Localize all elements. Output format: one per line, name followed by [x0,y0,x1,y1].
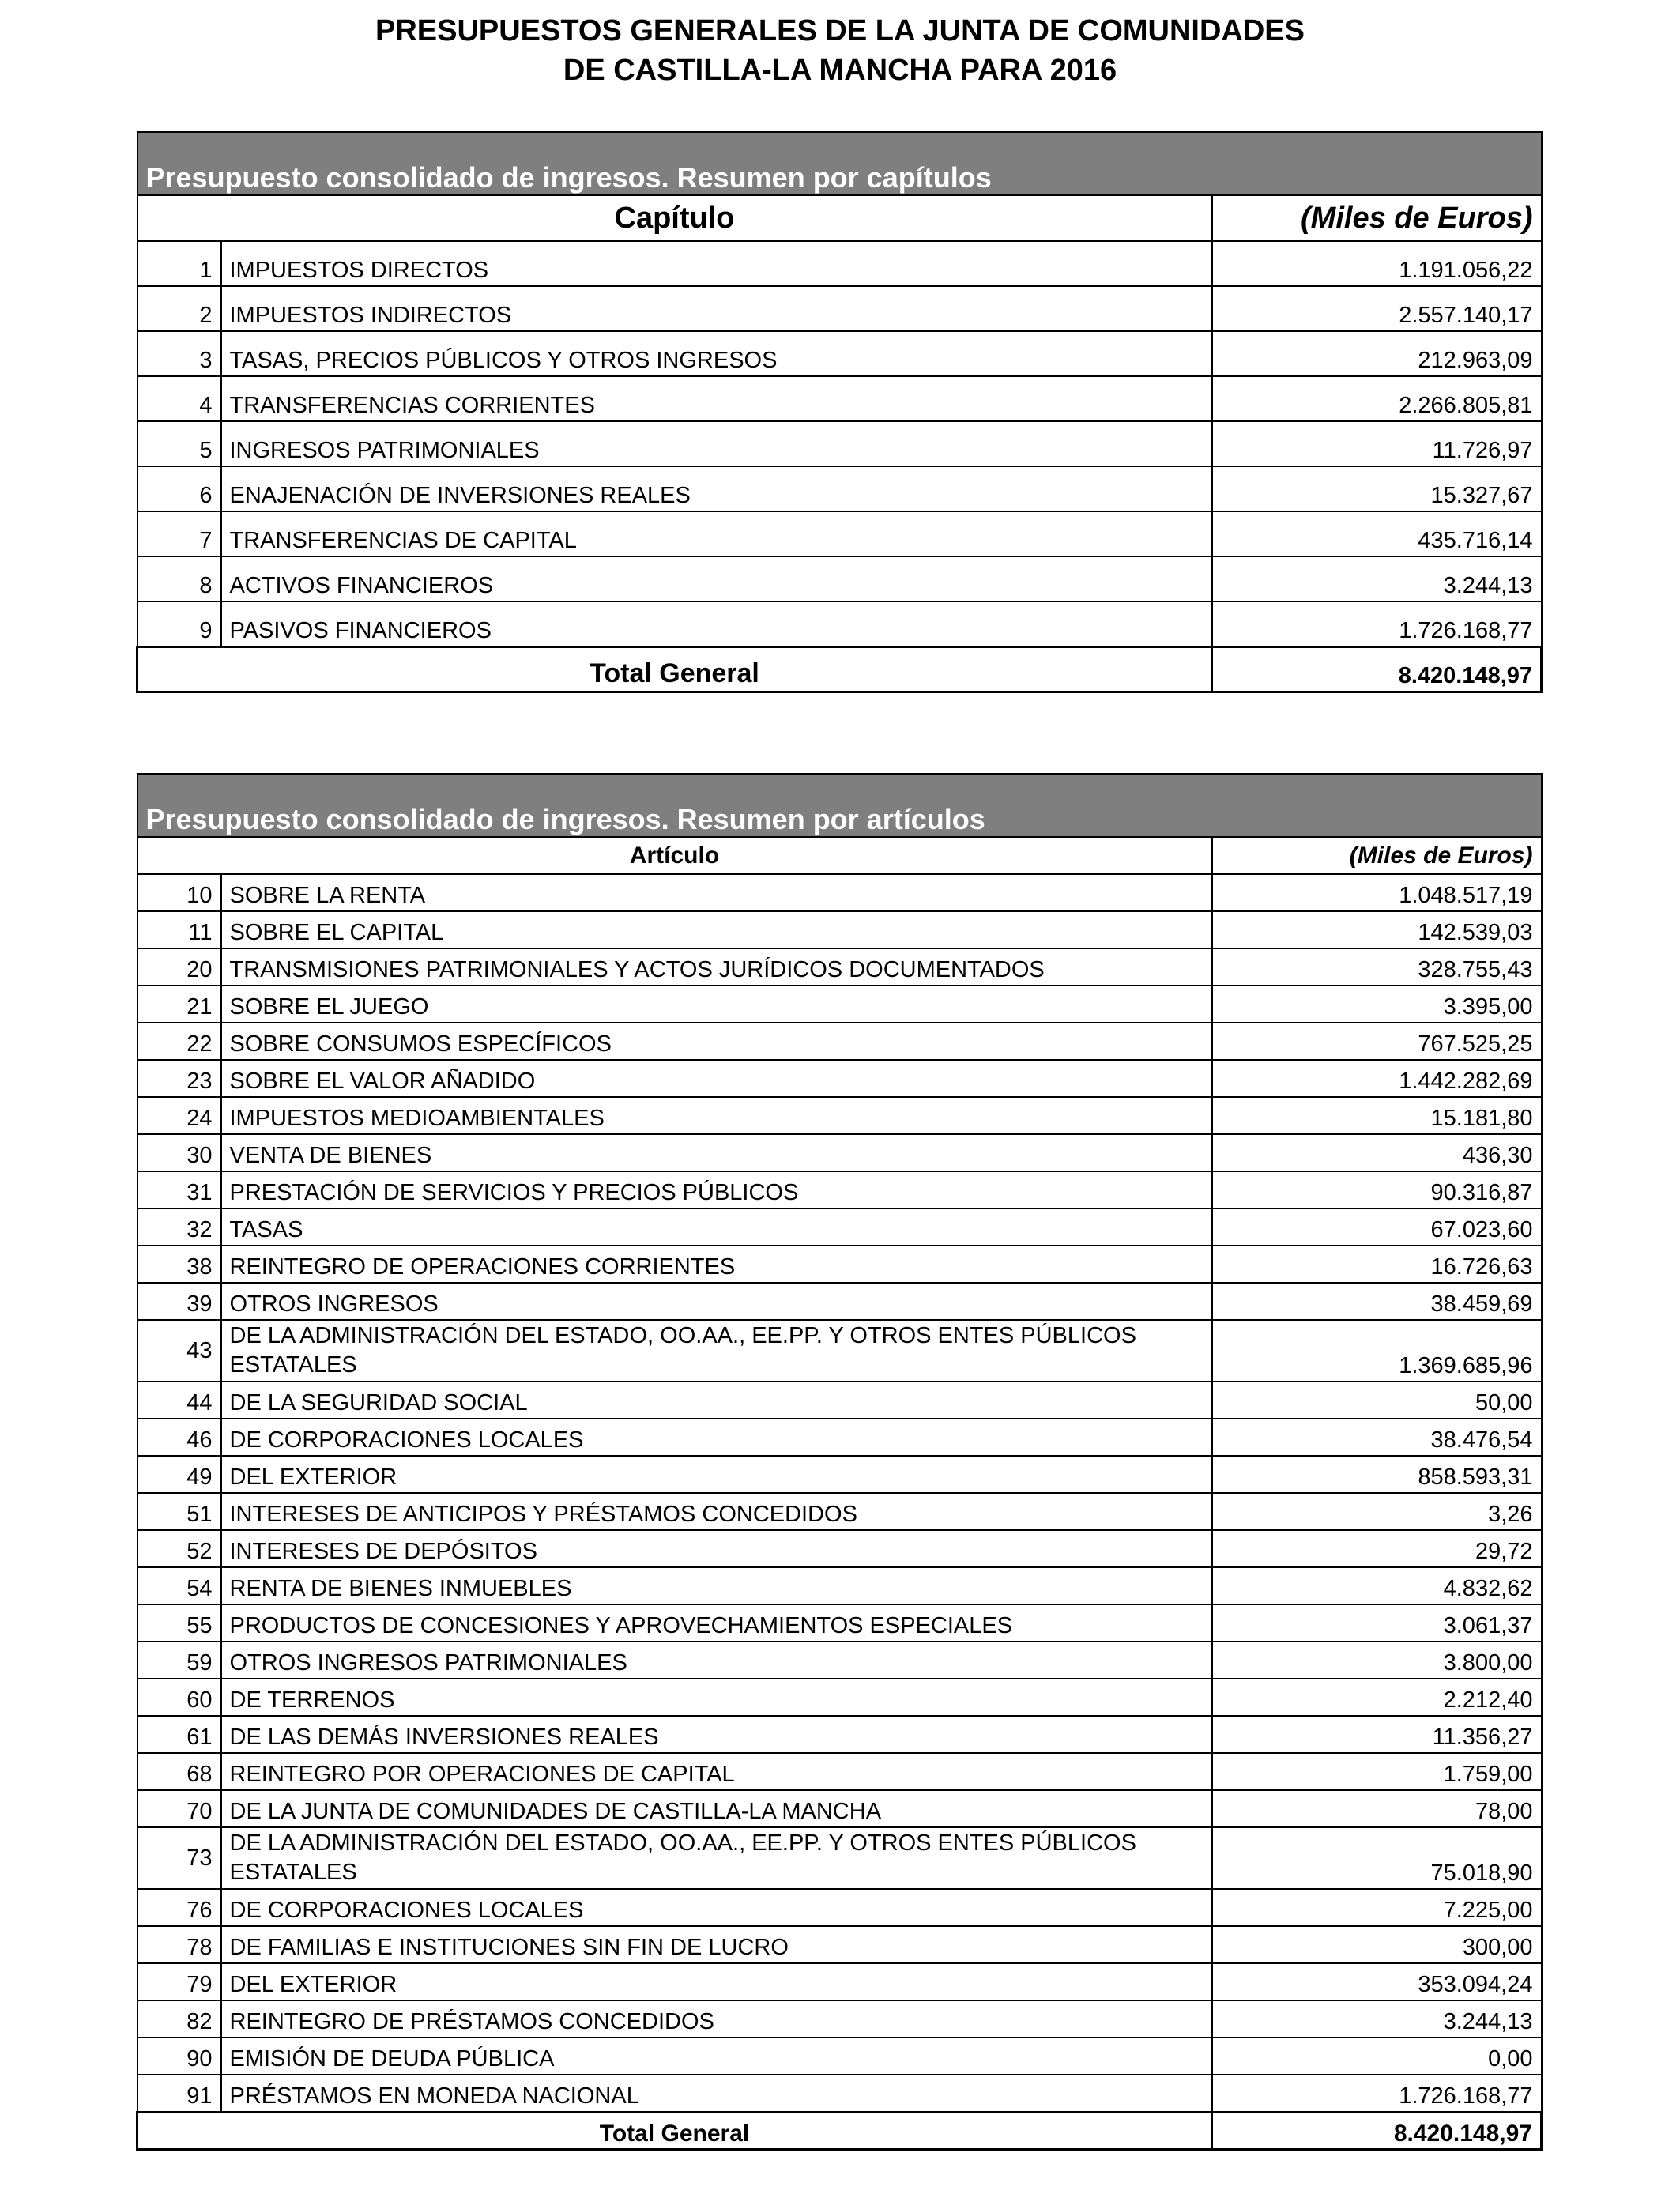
row-number: 22 [137,1023,221,1060]
row-description: OTROS INGRESOS PATRIMONIALES [221,1642,1212,1679]
row-amount: 1.191.056,22 [1212,241,1542,286]
capitulos-table [136,131,1543,693]
row-amount: 16.726,63 [1212,1246,1542,1283]
row-amount: 1.442.282,69 [1212,1060,1542,1097]
table-row [137,1790,1542,1827]
row-number: 31 [137,1171,221,1208]
row-description: TRANSFERENCIAS CORRIENTES [221,376,1212,421]
row-description: PASIVOS FINANCIEROS [221,601,1212,647]
table-row [137,1097,1542,1134]
row-amount: 1.759,00 [1212,1753,1542,1790]
articulo-column-header: Artículo [137,837,1212,874]
row-description: SOBRE EL VALOR AÑADIDO [221,1060,1212,1097]
row-amount: 3.061,37 [1212,1604,1542,1642]
row-description: DE LA ADMINISTRACIÓN DEL ESTADO, OO.AA., EE.PP. Y OTROS ENTES PÚBLICOS ESTATALES [221,1827,1212,1889]
row-number: 43 [137,1320,221,1382]
row-amount: 4.832,62 [1212,1567,1542,1604]
row-amount: 90.316,87 [1212,1171,1542,1208]
table-row [137,1419,1542,1456]
table-row [137,2000,1542,2038]
total-label: Total General [137,2112,1212,2149]
table-row [137,1889,1542,1926]
row-number: 44 [137,1382,221,1419]
row-number: 32 [137,1208,221,1246]
total-row [137,2112,1542,2149]
row-amount: 767.525,25 [1212,1023,1542,1060]
table-row [137,986,1542,1023]
row-amount: 67.023,60 [1212,1208,1542,1246]
row-amount: 78,00 [1212,1790,1542,1827]
table-row [137,1753,1542,1790]
table-row [137,1246,1542,1283]
table-row [137,874,1542,911]
row-number: 8 [137,556,221,601]
row-amount: 435.716,14 [1212,511,1542,556]
row-description: PRODUCTOS DE CONCESIONES Y APROVECHAMIENTOS ESPECIALES [221,1604,1212,1642]
table-row [137,1642,1542,1679]
row-amount: 3,26 [1212,1493,1542,1530]
row-amount: 1.726.168,77 [1212,601,1542,647]
row-number: 55 [137,1604,221,1642]
table-row [137,1134,1542,1171]
table-row [137,1171,1542,1208]
row-number: 24 [137,1097,221,1134]
articulos-section-title: Presupuesto consolidado de ingresos. Resumen por artículos [137,774,1542,837]
row-description: PRÉSTAMOS EN MONEDA NACIONAL [221,2075,1212,2112]
row-description: DE LAS DEMÁS INVERSIONES REALES [221,1716,1212,1753]
total-row [137,647,1542,692]
row-number: 76 [137,1889,221,1926]
row-description: TRANSFERENCIAS DE CAPITAL [221,511,1212,556]
row-amount: 858.593,31 [1212,1456,1542,1493]
row-number: 9 [137,601,221,647]
table-row [137,241,1542,286]
table-row [137,1023,1542,1060]
table-row [137,1283,1542,1320]
table-row [137,1208,1542,1246]
row-amount: 2.266.805,81 [1212,376,1542,421]
table-row [137,1679,1542,1716]
row-amount: 1.726.168,77 [1212,2075,1542,2112]
row-number: 73 [137,1827,221,1889]
table-row [137,1382,1542,1419]
row-description: DE LA SEGURIDAD SOCIAL [221,1382,1212,1419]
row-amount: 3.800,00 [1212,1642,1542,1679]
row-amount: 11.726,97 [1212,421,1542,466]
row-description: REINTEGRO DE PRÉSTAMOS CONCEDIDOS [221,2000,1212,2038]
row-number: 82 [137,2000,221,2038]
articulos-table [136,773,1543,2151]
table-row [137,1827,1542,1889]
table-row [137,1963,1542,2000]
row-amount: 1.369.685,96 [1212,1320,1542,1382]
capitulo-column-header: Capítulo [137,195,1212,241]
row-amount: 3.244,13 [1212,2000,1542,2038]
row-number: 38 [137,1246,221,1283]
row-amount: 436,30 [1212,1134,1542,1171]
capitulo-unit-header: (Miles de Euros) [1212,195,1542,241]
row-amount: 2.212,40 [1212,1679,1542,1716]
table-row [137,331,1542,376]
row-description: TRANSMISIONES PATRIMONIALES Y ACTOS JURÍDICOS DOCUMENTADOS [221,948,1212,986]
row-description: DE CORPORACIONES LOCALES [221,1419,1212,1456]
title-line-1: PRESUPUESTOS GENERALES DE LA JUNTA DE COMUNIDADES [375,14,1305,47]
row-amount: 38.459,69 [1212,1283,1542,1320]
row-description: SOBRE CONSUMOS ESPECÍFICOS [221,1023,1212,1060]
title-line-2: DE CASTILLA-LA MANCHA PARA 2016 [563,54,1117,87]
table-row [137,601,1542,647]
table-row [137,466,1542,511]
table-row [137,1456,1542,1493]
row-description: ENAJENACIÓN DE INVERSIONES REALES [221,466,1212,511]
row-description: DEL EXTERIOR [221,1456,1212,1493]
row-amount: 2.557.140,17 [1212,286,1542,331]
row-amount: 15.181,80 [1212,1097,1542,1134]
row-number: 68 [137,1753,221,1790]
table-row [137,511,1542,556]
total-amount: 8.420.148,97 [1212,647,1542,692]
row-number: 21 [137,986,221,1023]
capitulos-section-title: Presupuesto consolidado de ingresos. Resumen por capítulos [137,132,1542,195]
row-description: VENTA DE BIENES [221,1134,1212,1171]
table-row [137,1716,1542,1753]
row-description: INGRESOS PATRIMONIALES [221,421,1212,466]
row-description: TASAS, PRECIOS PÚBLICOS Y OTROS INGRESOS [221,331,1212,376]
row-number: 3 [137,331,221,376]
row-amount: 212.963,09 [1212,331,1542,376]
row-amount: 38.476,54 [1212,1419,1542,1456]
row-amount: 1.048.517,19 [1212,874,1542,911]
table-row [137,1530,1542,1567]
row-amount: 353.094,24 [1212,1963,1542,2000]
table-row [137,1060,1542,1097]
row-amount: 0,00 [1212,2038,1542,2075]
row-amount: 75.018,90 [1212,1827,1542,1889]
row-number: 61 [137,1716,221,1753]
row-description: DE CORPORACIONES LOCALES [221,1889,1212,1926]
row-amount: 29,72 [1212,1530,1542,1567]
document-title [0,11,1680,90]
row-number: 1 [137,241,221,286]
table-row [137,2075,1542,2112]
table-row [137,1926,1542,1963]
row-amount: 3.244,13 [1212,556,1542,601]
table-row [137,1493,1542,1530]
articulo-unit-header: (Miles de Euros) [1212,837,1542,874]
row-description: OTROS INGRESOS [221,1283,1212,1320]
table-row [137,556,1542,601]
row-description: EMISIÓN DE DEUDA PÚBLICA [221,2038,1212,2075]
row-amount: 50,00 [1212,1382,1542,1419]
row-amount: 300,00 [1212,1926,1542,1963]
table-row [137,911,1542,948]
table-row [137,286,1542,331]
row-number: 49 [137,1456,221,1493]
row-amount: 15.327,67 [1212,466,1542,511]
row-number: 6 [137,466,221,511]
row-number: 91 [137,2075,221,2112]
row-description: REINTEGRO POR OPERACIONES DE CAPITAL [221,1753,1212,1790]
row-amount: 142.539,03 [1212,911,1542,948]
table-row [137,421,1542,466]
table-row [137,1320,1542,1382]
table-row [137,1567,1542,1604]
row-number: 39 [137,1283,221,1320]
total-label: Total General [137,647,1212,692]
row-description: DE LA ADMINISTRACIÓN DEL ESTADO, OO.AA., EE.PP. Y OTROS ENTES PÚBLICOS ESTATALES [221,1320,1212,1382]
row-number: 10 [137,874,221,911]
row-amount: 328.755,43 [1212,948,1542,986]
table-row [137,1604,1542,1642]
row-description: ACTIVOS FINANCIEROS [221,556,1212,601]
table-row [137,2038,1542,2075]
row-description: REINTEGRO DE OPERACIONES CORRIENTES [221,1246,1212,1283]
row-number: 5 [137,421,221,466]
row-number: 51 [137,1493,221,1530]
row-amount: 11.356,27 [1212,1716,1542,1753]
row-description: DE TERRENOS [221,1679,1212,1716]
row-number: 4 [137,376,221,421]
row-description: IMPUESTOS MEDIOAMBIENTALES [221,1097,1212,1134]
table-row [137,376,1542,421]
row-number: 11 [137,911,221,948]
row-description: DE LA JUNTA DE COMUNIDADES DE CASTILLA-LA MANCHA [221,1790,1212,1827]
row-description: IMPUESTOS INDIRECTOS [221,286,1212,331]
row-number: 2 [137,286,221,331]
row-number: 30 [137,1134,221,1171]
row-description: RENTA DE BIENES INMUEBLES [221,1567,1212,1604]
row-description: DE FAMILIAS E INSTITUCIONES SIN FIN DE LUCRO [221,1926,1212,1963]
row-number: 23 [137,1060,221,1097]
row-description: PRESTACIÓN DE SERVICIOS Y PRECIOS PÚBLICOS [221,1171,1212,1208]
row-number: 54 [137,1567,221,1604]
row-number: 46 [137,1419,221,1456]
row-description: INTERESES DE ANTICIPOS Y PRÉSTAMOS CONCEDIDOS [221,1493,1212,1530]
row-number: 7 [137,511,221,556]
row-number: 59 [137,1642,221,1679]
row-amount: 3.395,00 [1212,986,1542,1023]
row-number: 60 [137,1679,221,1716]
row-description: SOBRE EL JUEGO [221,986,1212,1023]
row-number: 52 [137,1530,221,1567]
row-description: SOBRE LA RENTA [221,874,1212,911]
row-description: DEL EXTERIOR [221,1963,1212,2000]
row-description: SOBRE EL CAPITAL [221,911,1212,948]
row-amount: 7.225,00 [1212,1889,1542,1926]
row-description: INTERESES DE DEPÓSITOS [221,1530,1212,1567]
table-row [137,948,1542,986]
row-number: 20 [137,948,221,986]
row-number: 70 [137,1790,221,1827]
row-description: TASAS [221,1208,1212,1246]
row-number: 79 [137,1963,221,2000]
row-number: 90 [137,2038,221,2075]
row-description: IMPUESTOS DIRECTOS [221,241,1212,286]
total-amount: 8.420.148,97 [1212,2112,1542,2149]
row-number: 78 [137,1926,221,1963]
